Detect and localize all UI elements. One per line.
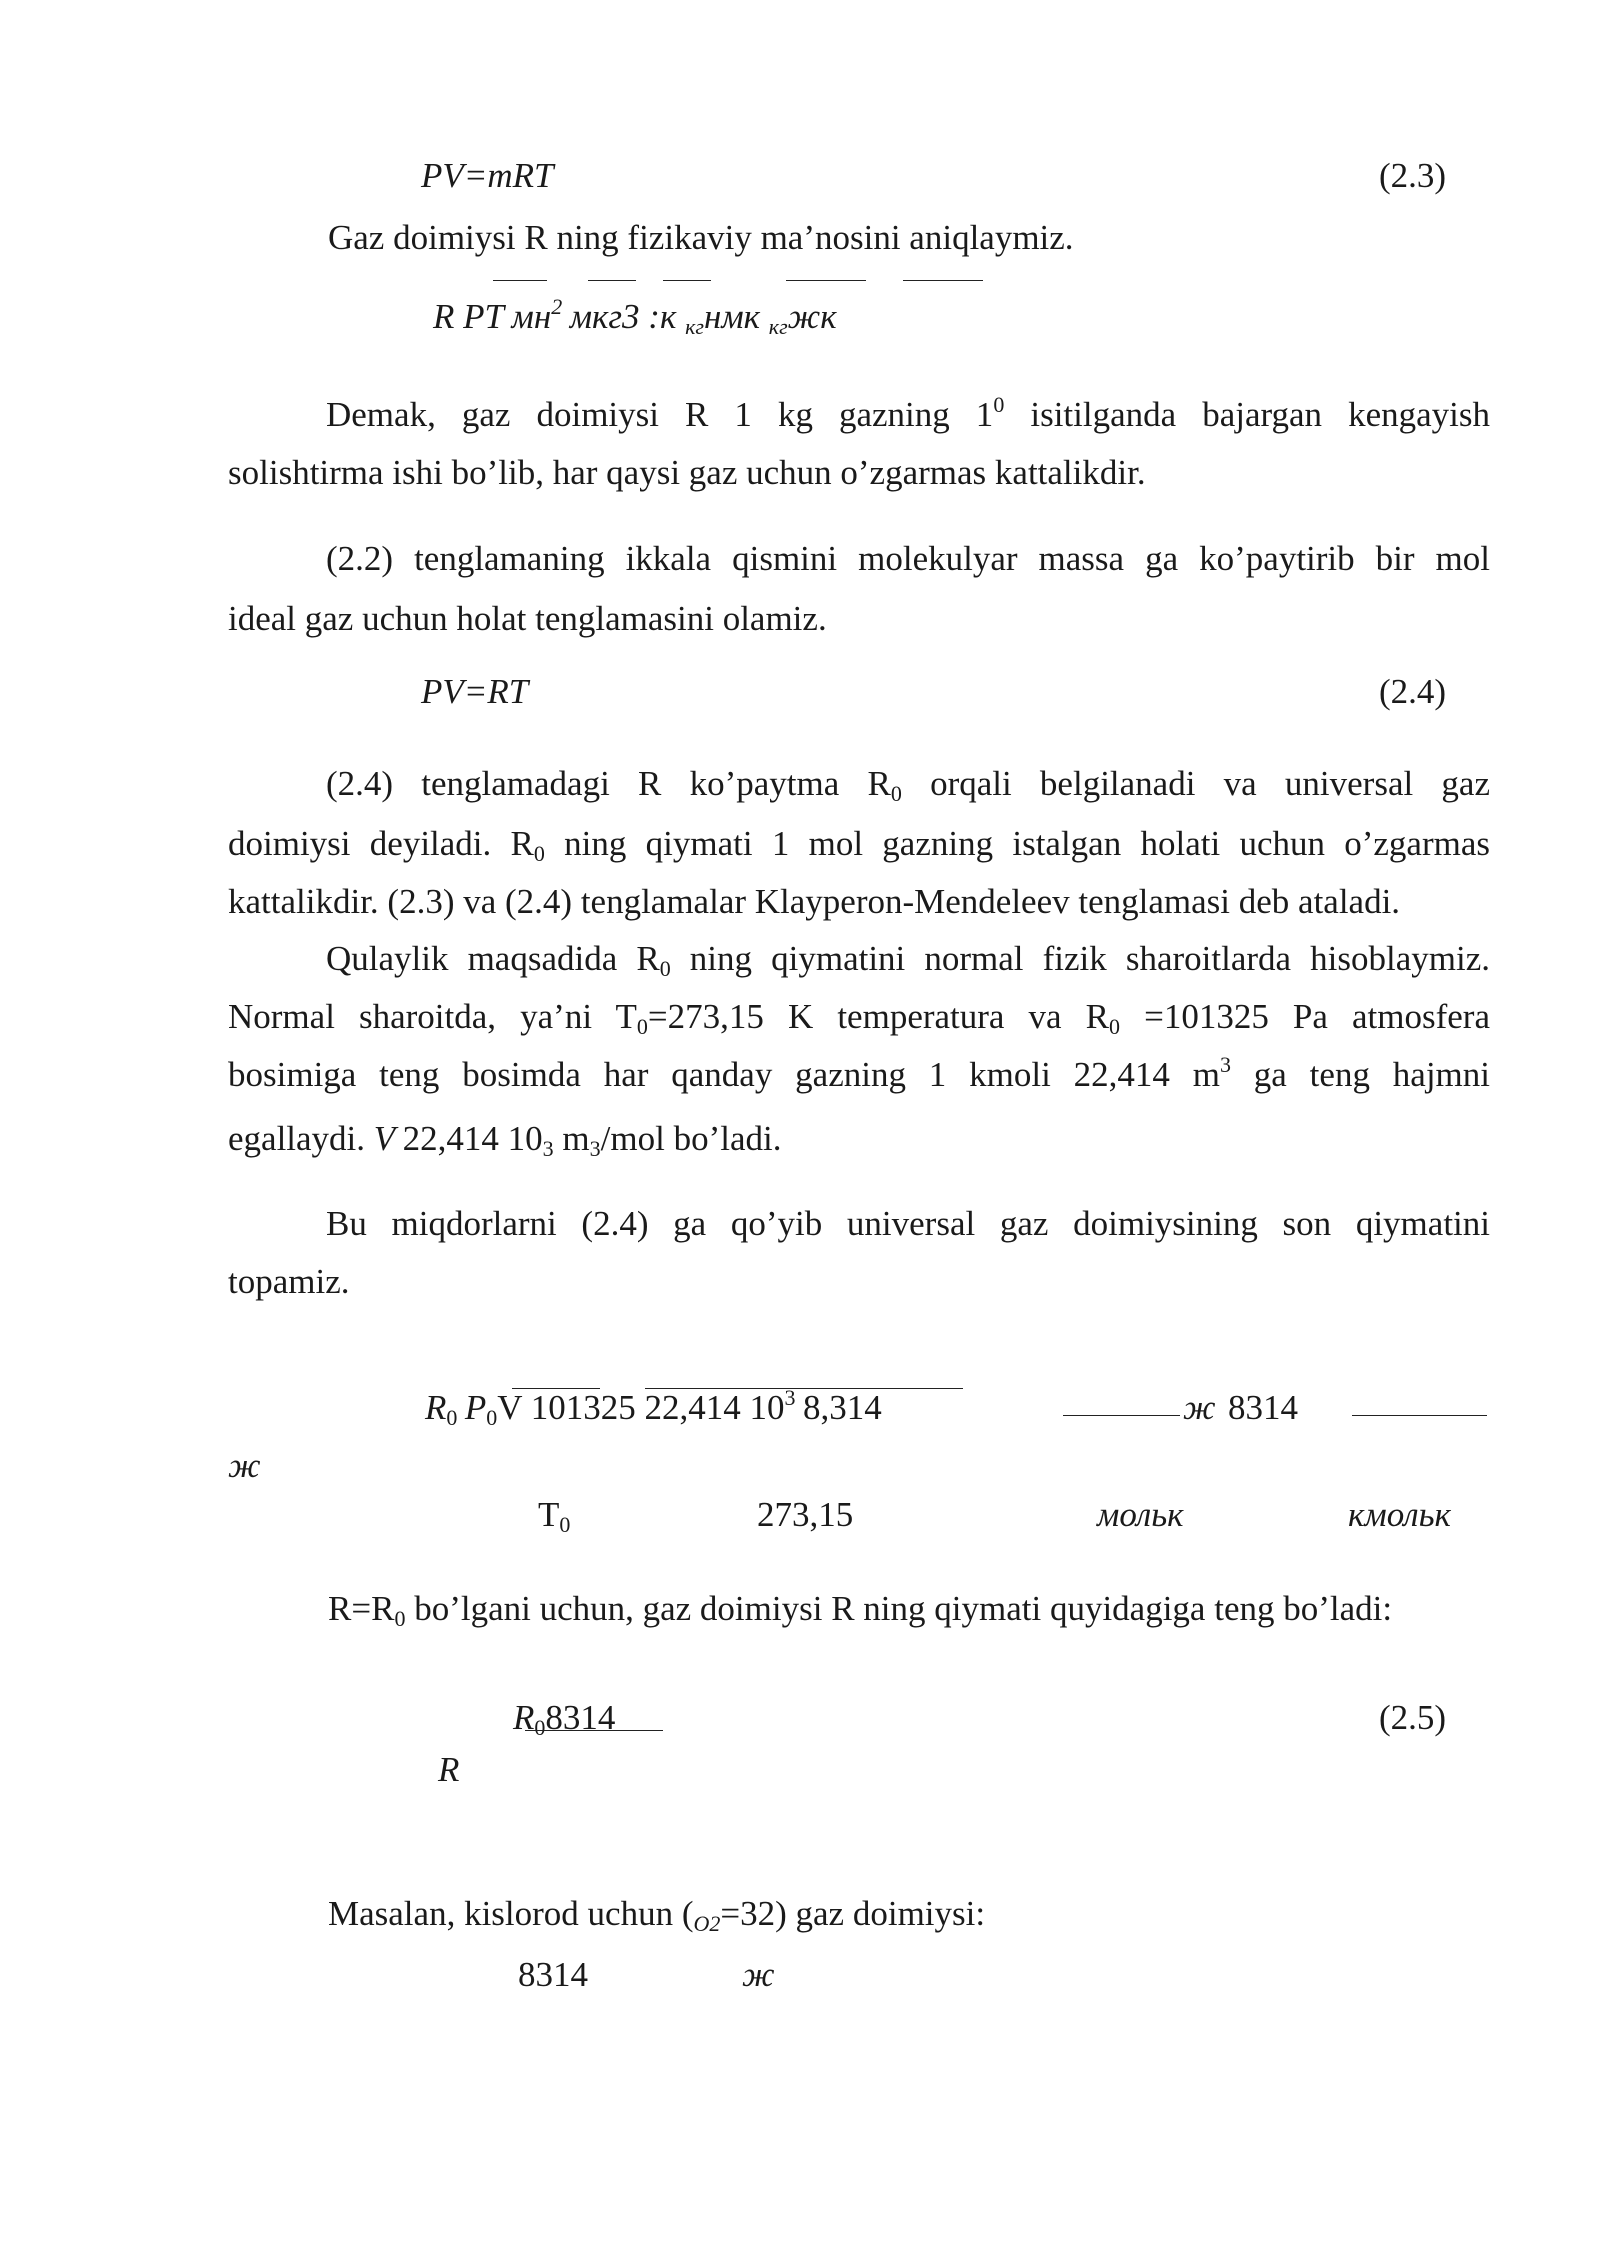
line-r-equals-r0 (328, 1589, 1393, 1631)
denominator-value: 273,15 (757, 1495, 854, 1534)
v-mu: V (373, 1119, 396, 1158)
numerator: 101325 22,414 10 (530, 1388, 785, 1427)
fraction-bar (493, 280, 547, 281)
intro-line: Gaz doimiysi R ning fizikaviy ma’nosini aniqlaymiz. (328, 218, 1074, 257)
fraction-bar (525, 1730, 663, 1731)
fraction-bar (786, 280, 866, 281)
subscript: 0 (533, 841, 545, 866)
text: =101325 Pa atmosfera (1120, 997, 1491, 1036)
r: R (438, 1750, 460, 1789)
r0: R (513, 1698, 535, 1737)
text: bosimiga teng bosimda har qanday gazning 1 kmoli 22,414 m (228, 1055, 1220, 1094)
equation-2-4 (421, 674, 528, 709)
fraction-bar (903, 280, 983, 281)
paragraph-line: ideal gaz uchun holat tenglamasini olamiz. (228, 599, 827, 638)
text: ning qiymatini normal fizik sharoitlarda hisoblaymiz. (670, 939, 1490, 978)
fraction-bar (1352, 1415, 1487, 1416)
paragraph-2-4 (228, 755, 1490, 931)
text: Demak, gaz doimiysi R 1 kg gazning 1 (326, 395, 994, 434)
unit-j: ж (1183, 1388, 1216, 1427)
subscript: 0 (1109, 1014, 1121, 1039)
subscript: 0 (636, 1014, 648, 1039)
text: orqali belgilanadi va universal gaz (901, 764, 1490, 803)
kg-subscript: кг (768, 314, 788, 339)
paragraph-qulaylik (228, 930, 1490, 1170)
text: /mol bo’ladi. (600, 1119, 782, 1158)
value: 8314 (545, 1698, 616, 1737)
equation-r-units (433, 294, 837, 339)
text: doimiysi deyiladi. R (228, 824, 534, 863)
t0: T (538, 1495, 560, 1534)
mkg: мкг3 :к (569, 297, 686, 336)
paragraph-line: solishtirma ishi bo’lib, har qaysi gaz uchun o’zgarmas kattalikdir. (228, 453, 1146, 492)
text: ga teng hajmni (1230, 1055, 1490, 1094)
bottom-unit-j: ж (742, 1955, 775, 1994)
fraction-bar (1063, 1415, 1180, 1416)
text: ga ko’paytirib bir mol (1145, 539, 1490, 578)
bottom-value: 8314 (518, 1955, 588, 1994)
fraction-bar (588, 280, 636, 281)
o2-subscript: O2 (693, 1911, 721, 1936)
r0: R (425, 1388, 447, 1427)
text: =32) gaz doimiysi: (720, 1894, 986, 1933)
kg-subscript: кг (685, 314, 704, 339)
subscript: 0 (659, 956, 671, 981)
paragraph-line (228, 988, 1490, 1046)
text: =273,15 K temperatura va R (647, 997, 1110, 1036)
unit-kmol-k: кмольк (1348, 1495, 1451, 1534)
eq-2-5-r (438, 1752, 459, 1787)
p0: P (464, 1388, 487, 1427)
text: Normal sharoitda, ya’ni T (228, 997, 637, 1036)
text: isitilganda bajargan kengayish (1004, 395, 1491, 434)
paragraph-demak (228, 386, 1490, 502)
rest: =RT (463, 672, 529, 711)
subscript: 3 (589, 1136, 601, 1161)
paragraph-line (228, 1046, 1490, 1104)
pv: PV (421, 672, 464, 711)
fraction-bar (663, 280, 711, 281)
text: 22,414 10 (402, 1119, 543, 1158)
paragraph-line (228, 386, 1490, 444)
r0-equation (425, 1385, 882, 1430)
missing-glyph (457, 1393, 465, 1426)
superscript: 3 (1219, 1052, 1231, 1077)
equation-2-3: PV=mRT (421, 156, 554, 195)
degree-superscript: 0 (993, 392, 1005, 417)
subscript: 0 (890, 781, 902, 806)
paragraph-line (228, 1110, 1490, 1170)
paragraph-bu (228, 1195, 1490, 1311)
subscript: 0 (486, 1405, 498, 1430)
text: Masalan, kislorod uchun ( (328, 1894, 694, 1933)
unit-mol-k: мольк (1097, 1495, 1184, 1534)
text: Qulaylik maqsadida R (326, 939, 660, 978)
paragraph-line (228, 755, 1490, 815)
missing-glyph (562, 302, 570, 335)
missing-glyph (795, 1393, 803, 1426)
unit-j-wrapped: ж (228, 1446, 261, 1485)
subscript: 0 (394, 1606, 406, 1631)
paragraph-line: kattalikdir. (2.3) va (2.4) tenglamalar Klayperon-Mendeleev tenglamasi deb ataladi. (228, 882, 1401, 921)
exponent: 3 (542, 1136, 554, 1161)
result-mol: 8,314 (802, 1388, 882, 1427)
subscript: 0 (534, 1715, 546, 1740)
jk: жк (787, 297, 837, 336)
text: (2.2) tenglamaning ikkala qismini molekulyar massa (326, 539, 1146, 578)
subscript: 0 (446, 1405, 458, 1430)
denominator-t0 (538, 1495, 571, 1537)
equation-number-2-5: (2.5) (1379, 1698, 1447, 1737)
paragraph-line (228, 930, 1490, 988)
missing-glyph (395, 1124, 403, 1157)
paragraph-line: topamiz. (228, 1262, 350, 1301)
equation-number-2-4: (2.4) (1379, 672, 1447, 711)
equation-number-2-3: (2.3) (1379, 156, 1447, 195)
text: ning qiymati 1 mol gazning istalgan holati uchun o’zgarmas (544, 824, 1491, 863)
paragraph-line: Bu miqdorlarni (2.4) ga qo’yib universal gaz doimiysining son qiymatini (326, 1204, 1490, 1243)
paragraph-line (228, 815, 1490, 873)
nmk: нмк (703, 297, 769, 336)
result-kmol (1228, 1390, 1298, 1425)
text: egallaydi. (228, 1119, 374, 1158)
v: V (497, 1388, 531, 1427)
result-kmol-value: 8314 (1228, 1388, 1298, 1427)
text: R ko’paytma R (638, 764, 891, 803)
text: R=R (328, 1589, 395, 1628)
text: m (553, 1119, 590, 1158)
line-masalan (328, 1894, 986, 1936)
text: (2.4) tenglamadagi (326, 764, 639, 803)
paragraph-2-2 (228, 530, 1490, 648)
paragraph-line (228, 530, 1490, 590)
mn: мн (511, 297, 552, 336)
text: bo’lgani uchun, gaz doimiysi R ning qiymati quyidagiga teng bo’ladi: (405, 1589, 1393, 1628)
subscript: 0 (559, 1512, 571, 1537)
mn-exponent: 2 (551, 294, 563, 319)
exponent: 3 (784, 1385, 796, 1410)
r-pt: R PT (433, 297, 504, 336)
